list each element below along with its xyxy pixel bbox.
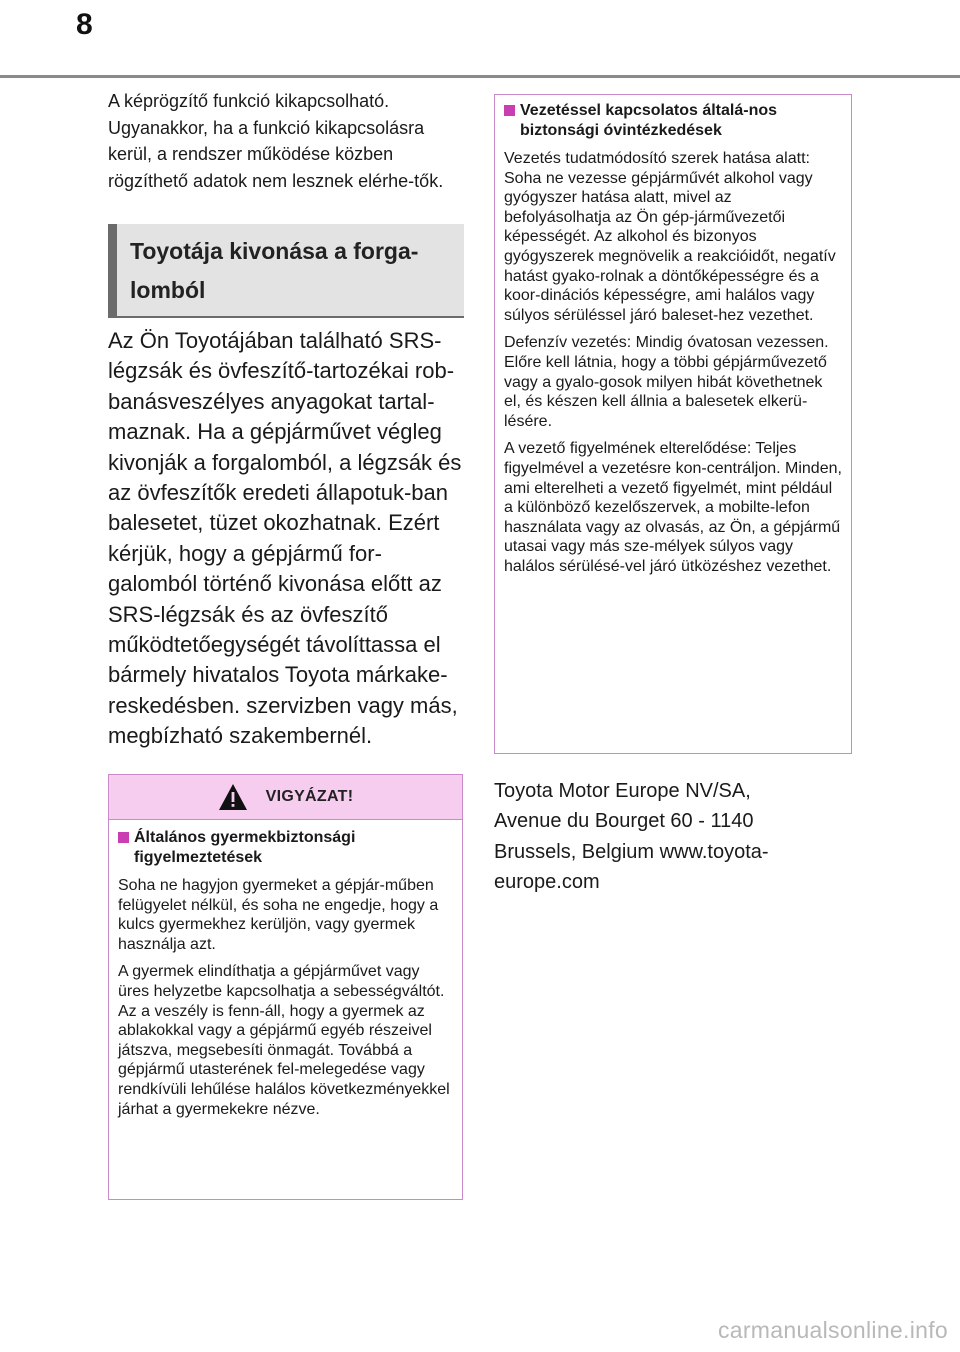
driving-paragraph: Vezetés tudatmódosító szerek hatása alatt: Soha ne vezesse gépjárművét alkohol vagy gyógyszer hatása alatt, mivel az befolyásolhatja az Ön gép-járművezetői képességét. Az alkohol és bizonyos gyógyszerek megnövelik a reakcióidőt, negatív hatást gyako-rolnak a döntőképességre és a koor-dinációs képességre, ami halálos vagy súlyos sérüléssel járó baleset-hez vezethet. [504,150,836,324]
address-line: europe.com [494,871,600,894]
warning-paragraph: A gyermek elindíthatja a gépjárművet vagy üres helyzetbe kapcsolhatja a sebességváltót. Az a veszély is fenn-áll, hogy a gyermek az ablakokkal vagy a gépjármű egyéb részeivel játszva, megsebesíti önmagát. Továbbá a gépjármű utasterének fel-melegedése vagy rendkívüli lehűlése halálos következményekkel járhat a gyermekekre nézve. [118,963,450,1118]
driving-paragraph: A vezető figyelmének elterelődése: Teljes figyelmével a vezetésre kon-centráljon. Minden, ami elterelheti a vezető figyelmét, mint például a különböző kezelőszervek, a mobilte-lefon használata vagy az olvasás, az Ön, a gépjármű utasai vagy más sze-mélyek súlyos vagy halálos sérülésé-vel járó ütközéshez vezethet. [504,440,842,575]
address-block [494,776,852,898]
bullet-square-icon [504,105,515,116]
driving-safety-box [494,94,852,754]
warning-triangle-icon [218,783,248,811]
section-heading: Toyotája kivonása a forga-lomból [108,224,464,318]
address-line: Avenue du Bourget 60 - 1140 [494,810,754,833]
page-number: 8 [76,8,93,41]
driving-subheading [504,101,842,141]
address-line: Brussels, Belgium www.toyota- [494,840,769,863]
driving-subheading-text: Vezetéssel kapcsolatos általá-nos biztonsági óvintézkedések [520,102,778,139]
intro-paragraph: A képrögzítő funkció kikapcsolható. Ugyanakkor, ha a funkció kikapcsolásra kerül, a rendszer működése közben rögzíthető adatok nem lesznek elérhe-tők. [108,91,444,191]
warning-header [109,775,462,820]
left-column [108,88,464,752]
right-column [494,94,852,898]
driving-body [495,95,851,576]
warning-subheading [118,828,453,868]
driving-paragraph: Defenzív vezetés: Mindig óvatosan vezessen. Előre kell látnia, hogy a többi gépjárművezető vagy a gyalo-gosok milyen hibát követhetnek el, és készen kell állnia a balesetek elkerü-lésére. [504,334,829,430]
address-line: Toyota Motor Europe NV/SA, [494,780,751,802]
warning-title: VIGYÁZAT! [265,788,354,805]
warning-box [108,774,463,1200]
warning-paragraph: Soha ne hagyjon gyermeket a gépjár-műben felügyelet nélkül, és soha ne engedje, hogy a kulcs gyermekhez kerüljön, vagy gyermek használja azt. [118,877,439,953]
bullet-square-icon [118,832,129,843]
warning-subheading-text: Általános gyermekbiztonsági figyelmeztetések [134,829,356,866]
watermark: carmanualsonline.info [717,1317,948,1343]
warning-body [109,820,462,1119]
section-body: Az Ön Toyotájában található SRS-légzsák és övfeszítő-tartozékai rob-banásveszélyes anyagokat tartal-maznak. Ha a gépjárművet végleg kivonják a forgalomból, a légzsák és az övfeszítők eredeti állapotuk-ban balesetet, tüzet okozhatnak. Ezért kérjük, hogy a gépjármű for-galomból történő kivonása előtt az SRS-légzsák és az övfeszítő működtetőegységét távolíttassa el bármely hivatalos Toyota márkake-reskedésben. szervizben vagy más, megbízható szakembernél. [108,328,462,749]
header-rule [0,75,960,78]
